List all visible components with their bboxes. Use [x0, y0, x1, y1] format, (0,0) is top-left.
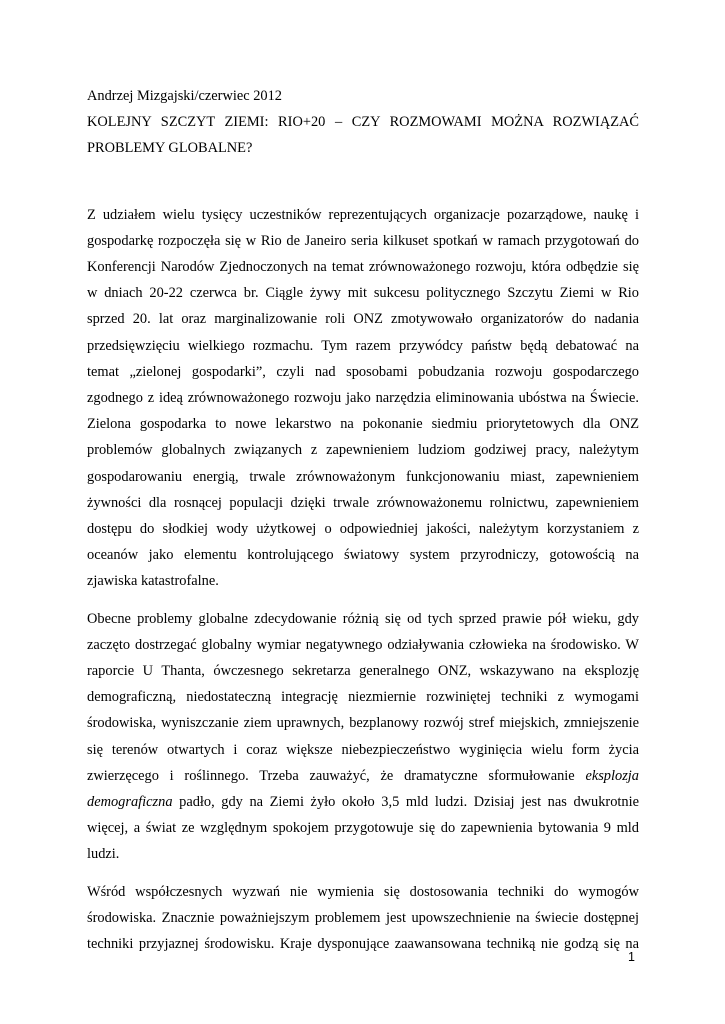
paragraph-1 [87, 202, 639, 595]
text-line: więcej, a świat ze względnym spokojem przygotowuje się do zapewnienia bytowania 9 mld [87, 820, 639, 837]
document-page [87, 83, 639, 957]
text-line: demograficzną, niedostateczną integrację niezmiernie rozwiniętej techniki z wymogami [87, 689, 639, 706]
page-number: 1 [628, 950, 635, 964]
paragraph-3 [87, 879, 639, 958]
paragraph-2 [87, 606, 639, 868]
text-line: żywności dla rosnącej populacji dzięki trwale zrównoważonemu rolnictwu, zapewnieniem [87, 494, 639, 511]
text-line [87, 789, 639, 815]
text-line: zjawiska katastrofalne. [87, 573, 219, 590]
text-line: raporcie U Thanta, ówczesnego sekretarza generalnego ONZ, wskazywano na eksplozję [87, 663, 639, 680]
text-line: środowiska. Znacznie poważniejszym problemem jest upowszechnienie na świecie dostępnej [87, 909, 639, 926]
text-line: problemów globalnych związanych z zapewnieniem ludziom godziwej pracy, należytym [87, 442, 639, 459]
text-line: dostępu do słodkiej wody użytkowej o odpowiedniej jakości, należytym korzystaniem z [87, 521, 639, 538]
title-line-2: PROBLEMY GLOBALNE? [87, 140, 253, 157]
text-span: padło, gdy na Ziemi żyło około 3,5 mld ludzi. Dzisiaj jest nas dwukrotnie [172, 794, 639, 811]
author-date: Andrzej Mizgajski/czerwiec 2012 [87, 88, 282, 104]
text-line: się terenów otwartych i coraz większe niebezpieczeństwo wyginięcia wielu form życia [87, 741, 639, 758]
text-line: sprzed 20. lat oraz marginalizowanie roli ONZ zmotywowało organizatorów do nadania [87, 311, 639, 328]
italic-term: eksplozja [585, 767, 639, 784]
text-line: gospodarkę rozpoczęła się w Rio de Janeiro seria kilkuset spotkań w ramach przygotowań do [87, 232, 639, 249]
text-line: Z udziałem wielu tysięcy uczestników reprezentujących organizacje pozarządowe, naukę i [87, 206, 639, 223]
text-line: temat „zielonej gospodarki”, czyli nad sposobami pobudzania rozwoju gospodarczego [87, 363, 639, 380]
text-line: gospodarowaniu energią, trwale zrównoważonym funkcjonowaniu miast, zapewnieniem [87, 468, 639, 485]
text-line: zaczęto dostrzegać globalny wymiar negatywnego odziaływania człowieka na środowisko. W [87, 636, 639, 653]
text-line: Wśród współczesnych wyzwań nie wymienia się dostosowania techniki do wymogów [87, 883, 639, 900]
title-line-1: KOLEJNY SZCZYT ZIEMI: RIO+20 – CZY ROZMOWAMI MOŻNA ROZWIĄZAĆ [87, 114, 639, 131]
text-line: Obecne problemy globalne zdecydowanie różnią się od tych sprzed prawie pół wieku, gdy [87, 610, 639, 627]
text-line: środowiska, wyniszczanie ziem uprawnych, bezplanowy rozwój stref miejskich, zmniejszenie [87, 715, 639, 732]
text-line [87, 763, 639, 789]
text-line: Konferencji Narodów Zjednoczonych na temat zrównoważonego rozwoju, która odbędzie się [87, 259, 639, 276]
text-line: techniki przyjaznej środowisku. Kraje dysponujące zaawansowana techniką nie godzą się na [87, 936, 639, 953]
text-span: zwierzęcego i roślinnego. Trzeba zauważyć, że dramatyczne sformułowanie [87, 767, 586, 784]
text-line: Zielona gospodarka to nowe lekarstwo na pokonanie siedmiu priorytetowych dla ONZ [87, 416, 639, 433]
text-line: ludzi. [87, 846, 120, 863]
italic-term: demograficzna [87, 794, 173, 811]
text-line: oceanów jako elementu kontrolującego światowy system przyrodniczy, gotowością na [87, 547, 639, 564]
text-line: zgodnego z ideą zrównoważonego rozwoju jako narzędzia eliminowania ubóstwa na Świecie. [87, 390, 639, 407]
text-line: w dniach 20-22 czerwca br. Ciągle żywy mit sukcesu politycznego Szczytu Ziemi w Rio [87, 285, 639, 302]
text-line: przedsięwzięciu wielkiego rozmachu. Tym razem przywódcy państw będą debatować na [87, 337, 639, 354]
